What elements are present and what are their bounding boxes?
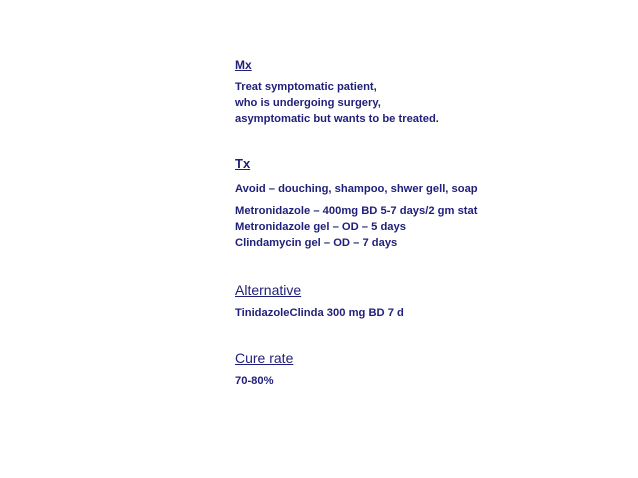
mx-line: who is undergoing surgery, xyxy=(235,97,381,109)
tx-heading: Tx xyxy=(235,156,251,171)
mx-lines xyxy=(235,79,615,127)
slide-content xyxy=(235,57,615,389)
cure-rate-text: 70-80% xyxy=(235,375,274,387)
tx-medication-line: Clindamycin gel – OD – 7 days xyxy=(235,237,398,249)
alternative-text: TinidazoleClinda 300 mg BD 7 d xyxy=(235,307,404,319)
mx-line: asymptomatic but wants to be treated. xyxy=(235,113,439,125)
tx-medications xyxy=(235,203,615,251)
tx-avoid-line: Avoid – douching, shampoo, shwer gell, soap xyxy=(235,183,478,195)
tx-medication-line: Metronidazole – 400mg BD 5-7 days/2 gm stat xyxy=(235,205,478,217)
alternative-heading: Alternative xyxy=(235,282,302,298)
cure-rate-heading: Cure rate xyxy=(235,350,294,366)
mx-heading: Mx xyxy=(235,58,252,72)
mx-line: Treat symptomatic patient, xyxy=(235,81,377,93)
tx-avoid xyxy=(235,181,615,197)
tx-medication-line: Metronidazole gel – OD – 5 days xyxy=(235,221,406,233)
cure-rate-text-block xyxy=(235,373,615,389)
alternative-text-block xyxy=(235,305,615,321)
